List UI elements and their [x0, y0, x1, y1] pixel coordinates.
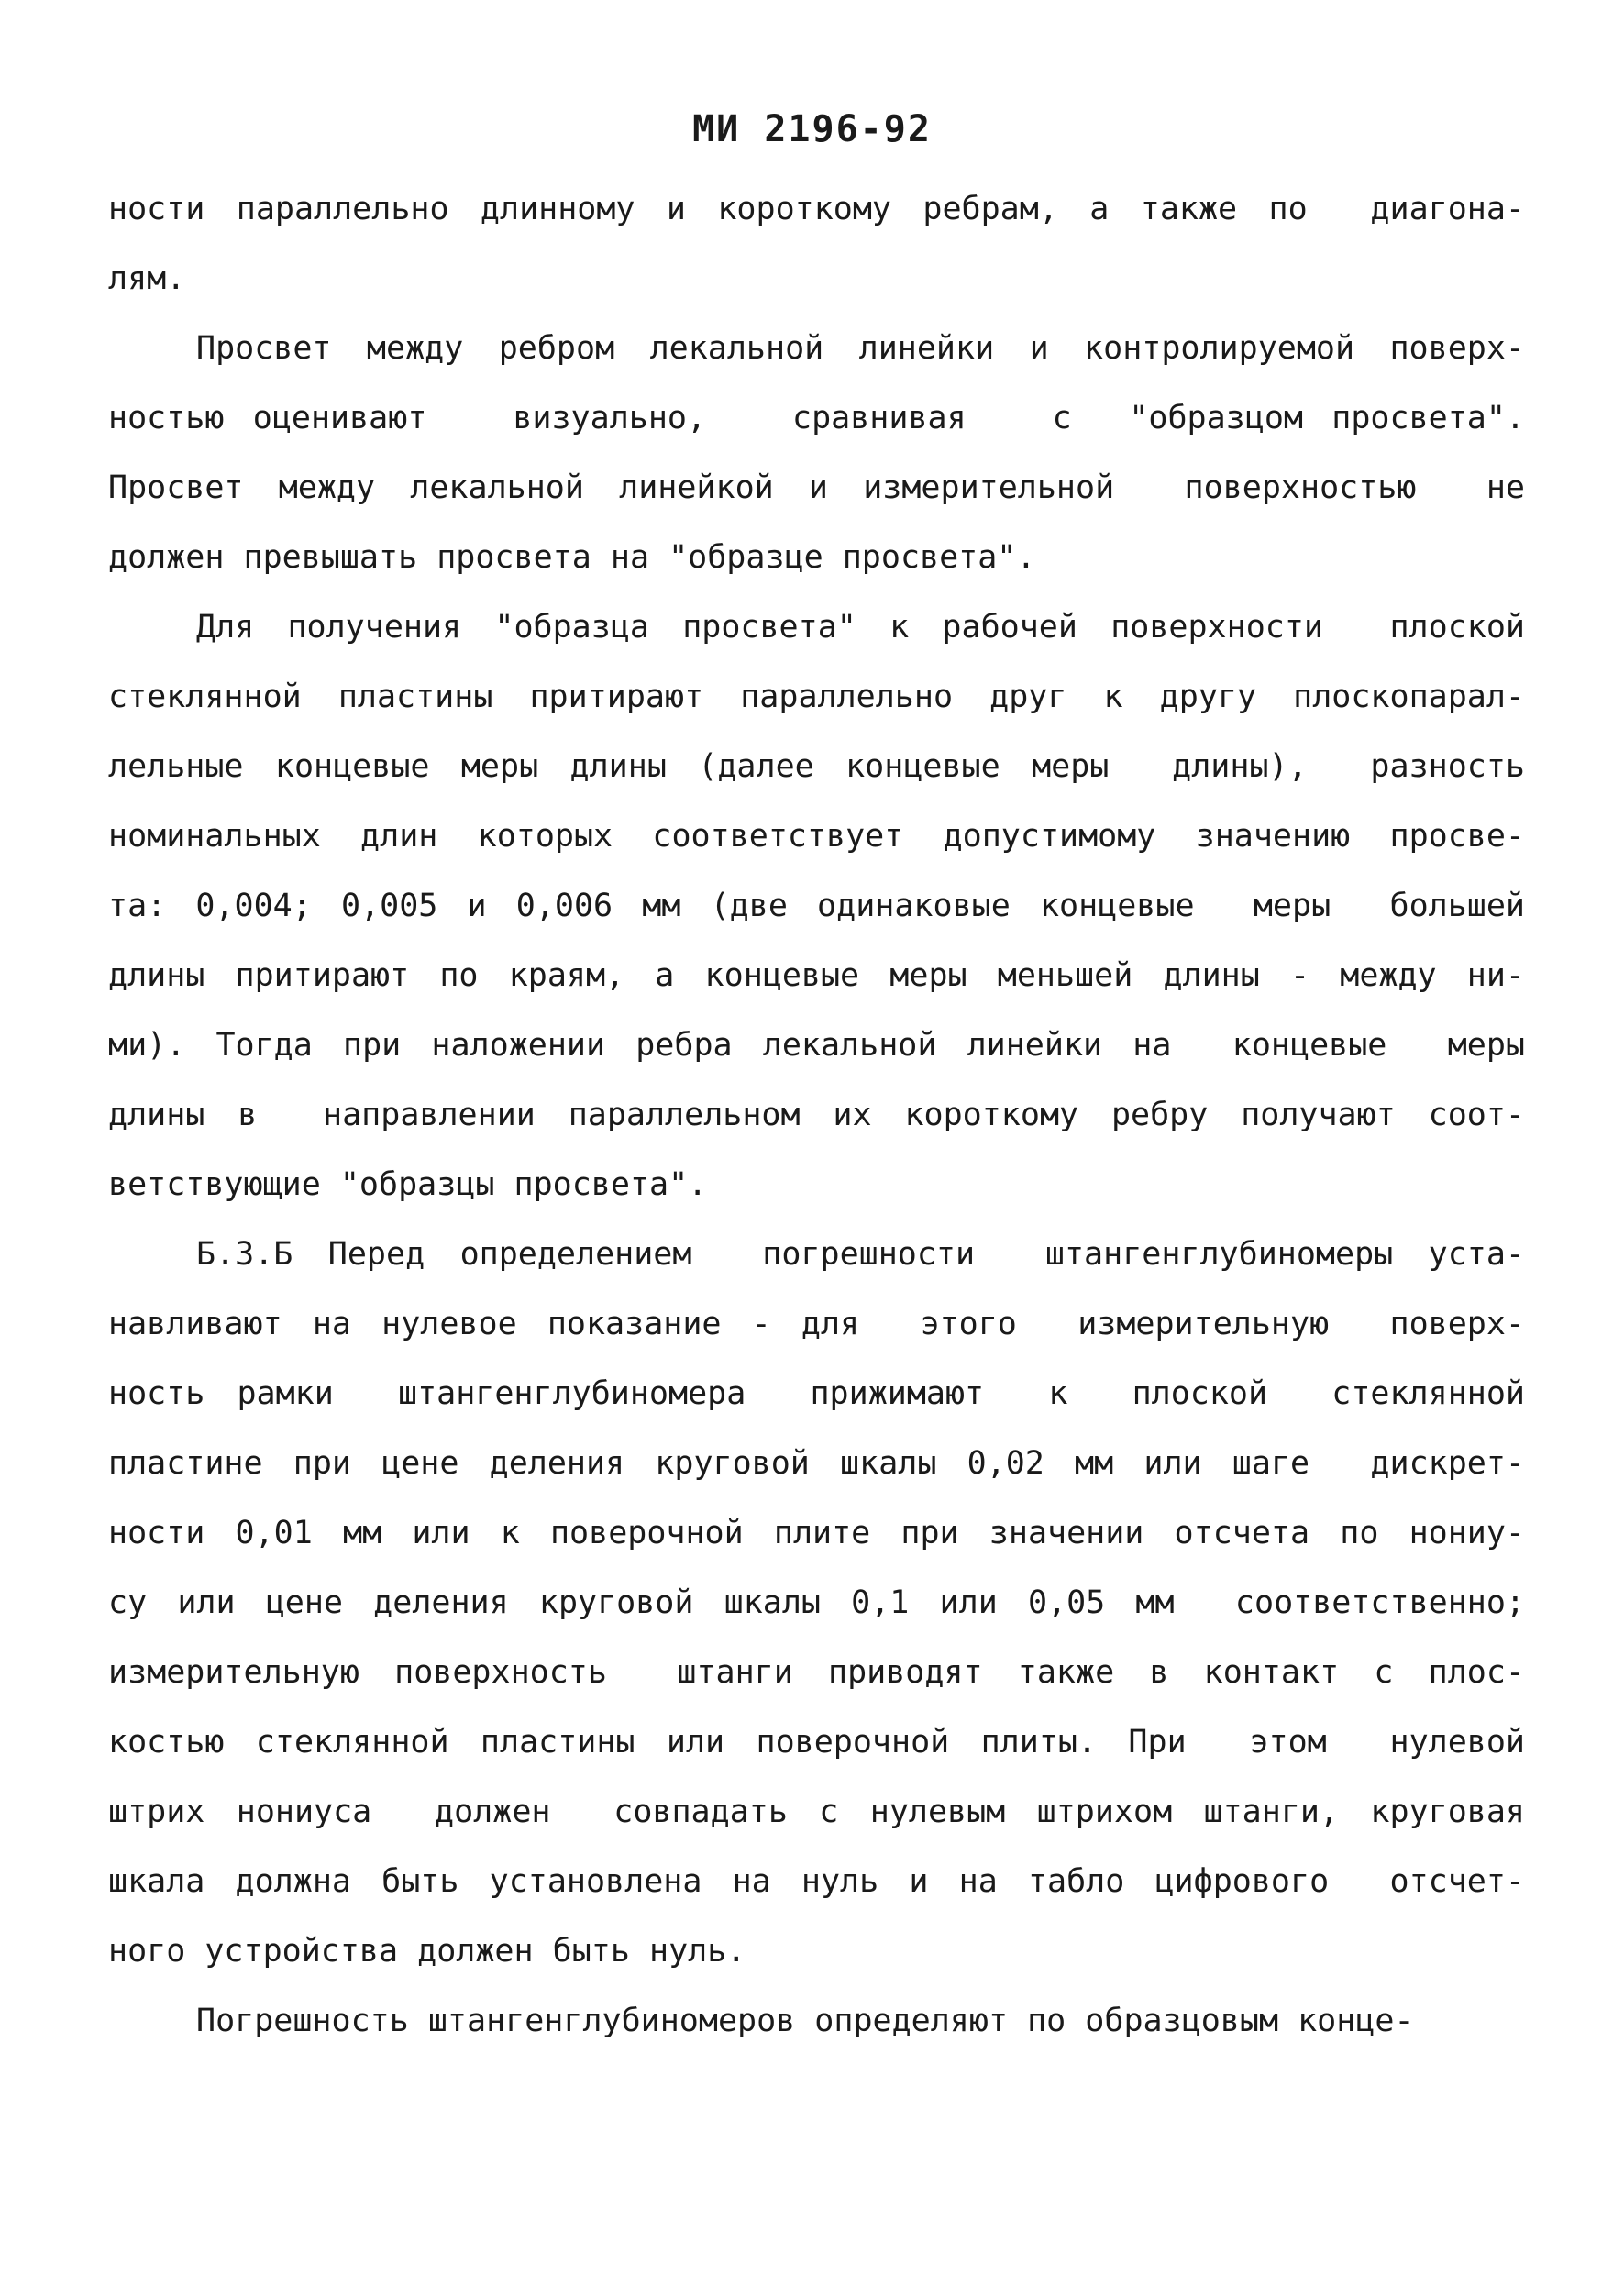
text-line: лельные концевые меры длины (далее концевые меры длины), разность	[108, 748, 1525, 785]
document-body	[108, 174, 1525, 2056]
text-line: измерительную поверхность штанги приводят также в контакт с плос-	[108, 1654, 1525, 1691]
paragraph	[108, 174, 1525, 314]
text-line: су или цене деления круговой шкалы 0,1 или 0,05 мм соответственно;	[108, 1584, 1525, 1621]
text-line: Просвет между ребром лекальной линейки и контролируемой поверх-	[196, 330, 1525, 367]
text-line: ность рамки штангенглубиномера прижимают к плоской стеклянной	[108, 1375, 1525, 1412]
text-line: пластине при цене деления круговой шкалы 0,02 мм или шаге дискрет-	[108, 1445, 1525, 1482]
text-line: та: 0,004; 0,005 и 0,006 мм (две одинаковые концевые меры большей	[108, 888, 1525, 924]
text-line: лям.	[108, 260, 186, 297]
text-line: Для получения "образца просвета" к рабочей поверхности плоской	[196, 609, 1525, 646]
paragraph	[108, 1220, 1525, 1986]
text-line: штрих нониуса должен совпадать с нулевым штрихом штанги, круговая	[108, 1794, 1525, 1830]
text-line: ностью оценивают визуально, сравнивая с "образцом просвета".	[108, 400, 1525, 436]
paragraph	[108, 314, 1525, 592]
text-line: длины в направлении параллельном их короткому ребру получают соот-	[108, 1097, 1525, 1133]
text-line: Погрешность штангенглубиномеров определяют по образцовым конце-	[196, 2003, 1414, 2039]
text-line: ного устройства должен быть нуль.	[108, 1933, 746, 1970]
text-line: длины притирают по краям, а концевые меры меньшей длины - между ни-	[108, 957, 1525, 994]
text-line: стеклянной пластины притирают параллельно друг к другу плоскопарал-	[108, 679, 1525, 715]
text-line: ности параллельно длинному и короткому ребрам, а также по диагона-	[108, 191, 1525, 227]
text-line: Просвет между лекальной линейкой и измерительной поверхностью не	[108, 469, 1525, 506]
text-line: Б.3.Б Перед определением погрешности штангенглубиномеры уста-	[196, 1236, 1525, 1273]
text-line: номинальных длин которых соответствует допустимому значению просве-	[108, 818, 1525, 855]
text-line: ности 0,01 мм или к поверочной плите при значении отсчета по нониу-	[108, 1515, 1525, 1551]
paragraph	[108, 592, 1525, 1220]
text-line: шкала должна быть установлена на нуль и на табло цифрового отсчет-	[108, 1863, 1525, 1900]
text-line: ветствующие "образцы просвета".	[108, 1166, 708, 1203]
text-line: должен превышать просвета на "образце просвета".	[108, 539, 1036, 576]
text-line: навливают на нулевое показание - для этого измерительную поверх-	[108, 1306, 1525, 1342]
document-header: МИ 2196-92	[692, 108, 932, 150]
paragraph	[108, 1986, 1525, 2056]
text-line: костью стеклянной пластины или поверочной плиты. При этом нулевой	[108, 1724, 1525, 1761]
text-line: ми). Тогда при наложении ребра лекальной линейки на концевые меры	[108, 1027, 1525, 1064]
